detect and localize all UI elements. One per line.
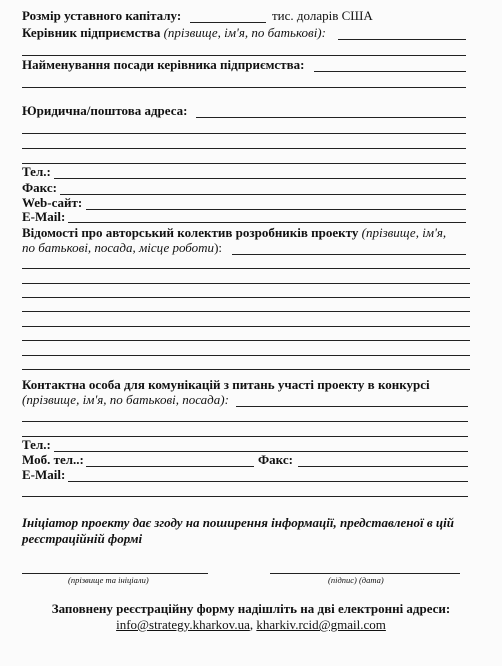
position-input-line-2[interactable] bbox=[22, 87, 466, 88]
web-label: Web-сайт: bbox=[22, 195, 83, 210]
contact-email-input-line[interactable] bbox=[68, 481, 468, 482]
signature-name-caption: (прізвище та ініціали) bbox=[68, 575, 149, 585]
contact-email-label: E-Mail: bbox=[22, 467, 66, 482]
authors-line-4[interactable] bbox=[22, 311, 470, 312]
contact-person-line-3[interactable] bbox=[22, 436, 468, 437]
contact-fax-label: Факс: bbox=[258, 452, 293, 467]
email-separator: , bbox=[249, 617, 257, 632]
head-input-line-2[interactable] bbox=[22, 55, 466, 56]
position-input-line[interactable] bbox=[314, 71, 466, 72]
consent-line-2: реєстраційній формі bbox=[22, 531, 143, 546]
address-input-line-4[interactable] bbox=[22, 163, 466, 164]
signature-date-line[interactable] bbox=[270, 573, 460, 574]
capital-label: Розмір уставного капіталу: bbox=[22, 8, 182, 23]
authors-line-8[interactable] bbox=[22, 369, 470, 370]
email-input-line[interactable] bbox=[68, 222, 466, 223]
authors-tail: ): bbox=[214, 240, 223, 255]
signature-name-line[interactable] bbox=[22, 573, 208, 574]
head-input-line[interactable] bbox=[338, 39, 466, 40]
fax-label: Факс: bbox=[22, 180, 57, 195]
contact-person-hint: (прізвище, ім'я, по батькові, посада): bbox=[22, 392, 229, 407]
mob-input-line[interactable] bbox=[86, 466, 254, 467]
address-input-line-3[interactable] bbox=[22, 148, 466, 149]
authors-label: Відомості про авторський колектив розробників проекту bbox=[22, 225, 359, 240]
authors-line-5[interactable] bbox=[22, 326, 470, 327]
tel-input-line[interactable] bbox=[54, 178, 466, 179]
fax-input-line[interactable] bbox=[60, 194, 466, 195]
authors-line-2[interactable] bbox=[22, 283, 470, 284]
capital-unit: тис. доларів США bbox=[272, 8, 373, 23]
consent-line-1: Ініціатор проекту дає згоду на поширення інформації, представленої в цій bbox=[22, 515, 454, 530]
head-row bbox=[22, 25, 326, 41]
contact-tel-label: Тел.: bbox=[22, 437, 51, 452]
email-link-1[interactable]: info@strategy.kharkov.ua bbox=[116, 617, 250, 632]
contact-person-line-2[interactable] bbox=[22, 421, 468, 422]
position-label: Найменування посади керівника підприємства: bbox=[22, 57, 305, 72]
signature-date-caption: (підпис) (дата) bbox=[328, 575, 384, 585]
capital-input-line[interactable] bbox=[190, 22, 266, 23]
contact-fax-input-line[interactable] bbox=[298, 466, 468, 467]
tel-label: Тел.: bbox=[22, 164, 51, 179]
authors-line-7[interactable] bbox=[22, 355, 470, 356]
authors-row-2 bbox=[22, 240, 222, 256]
contact-person-label: Контактна особа для комунікацій з питань участі проекту в конкурсі bbox=[22, 377, 430, 392]
email-label: E-Mail: bbox=[22, 209, 66, 224]
footer-instruction: Заповнену реєстраційну форму надішліть на дві електронні адреси: bbox=[51, 601, 451, 616]
email-link-2[interactable]: kharkiv.rcid@gmail.com bbox=[256, 617, 386, 632]
authors-line-3[interactable] bbox=[22, 297, 470, 298]
footer-emails bbox=[0, 617, 502, 633]
authors-row bbox=[22, 225, 446, 241]
authors-hint-2: по батькові, посада, місце роботи bbox=[22, 240, 215, 255]
web-input-line[interactable] bbox=[86, 209, 466, 210]
authors-hint-1: (прізвище, ім'я, bbox=[361, 225, 447, 240]
head-hint: (прізвище, ім'я, по батькові): bbox=[163, 25, 326, 40]
address-input-line-2[interactable] bbox=[22, 133, 466, 134]
authors-line-1[interactable] bbox=[22, 268, 470, 269]
contact-person-input-line[interactable] bbox=[236, 406, 468, 407]
mob-label: Моб. тел..: bbox=[22, 452, 84, 467]
contact-email-line-2[interactable] bbox=[22, 496, 468, 497]
head-label: Керівник підприємства bbox=[22, 25, 161, 40]
authors-input-line[interactable] bbox=[232, 254, 466, 255]
authors-line-6[interactable] bbox=[22, 340, 470, 341]
address-label: Юридична/поштова адреса: bbox=[22, 103, 188, 118]
address-input-line[interactable] bbox=[196, 117, 466, 118]
